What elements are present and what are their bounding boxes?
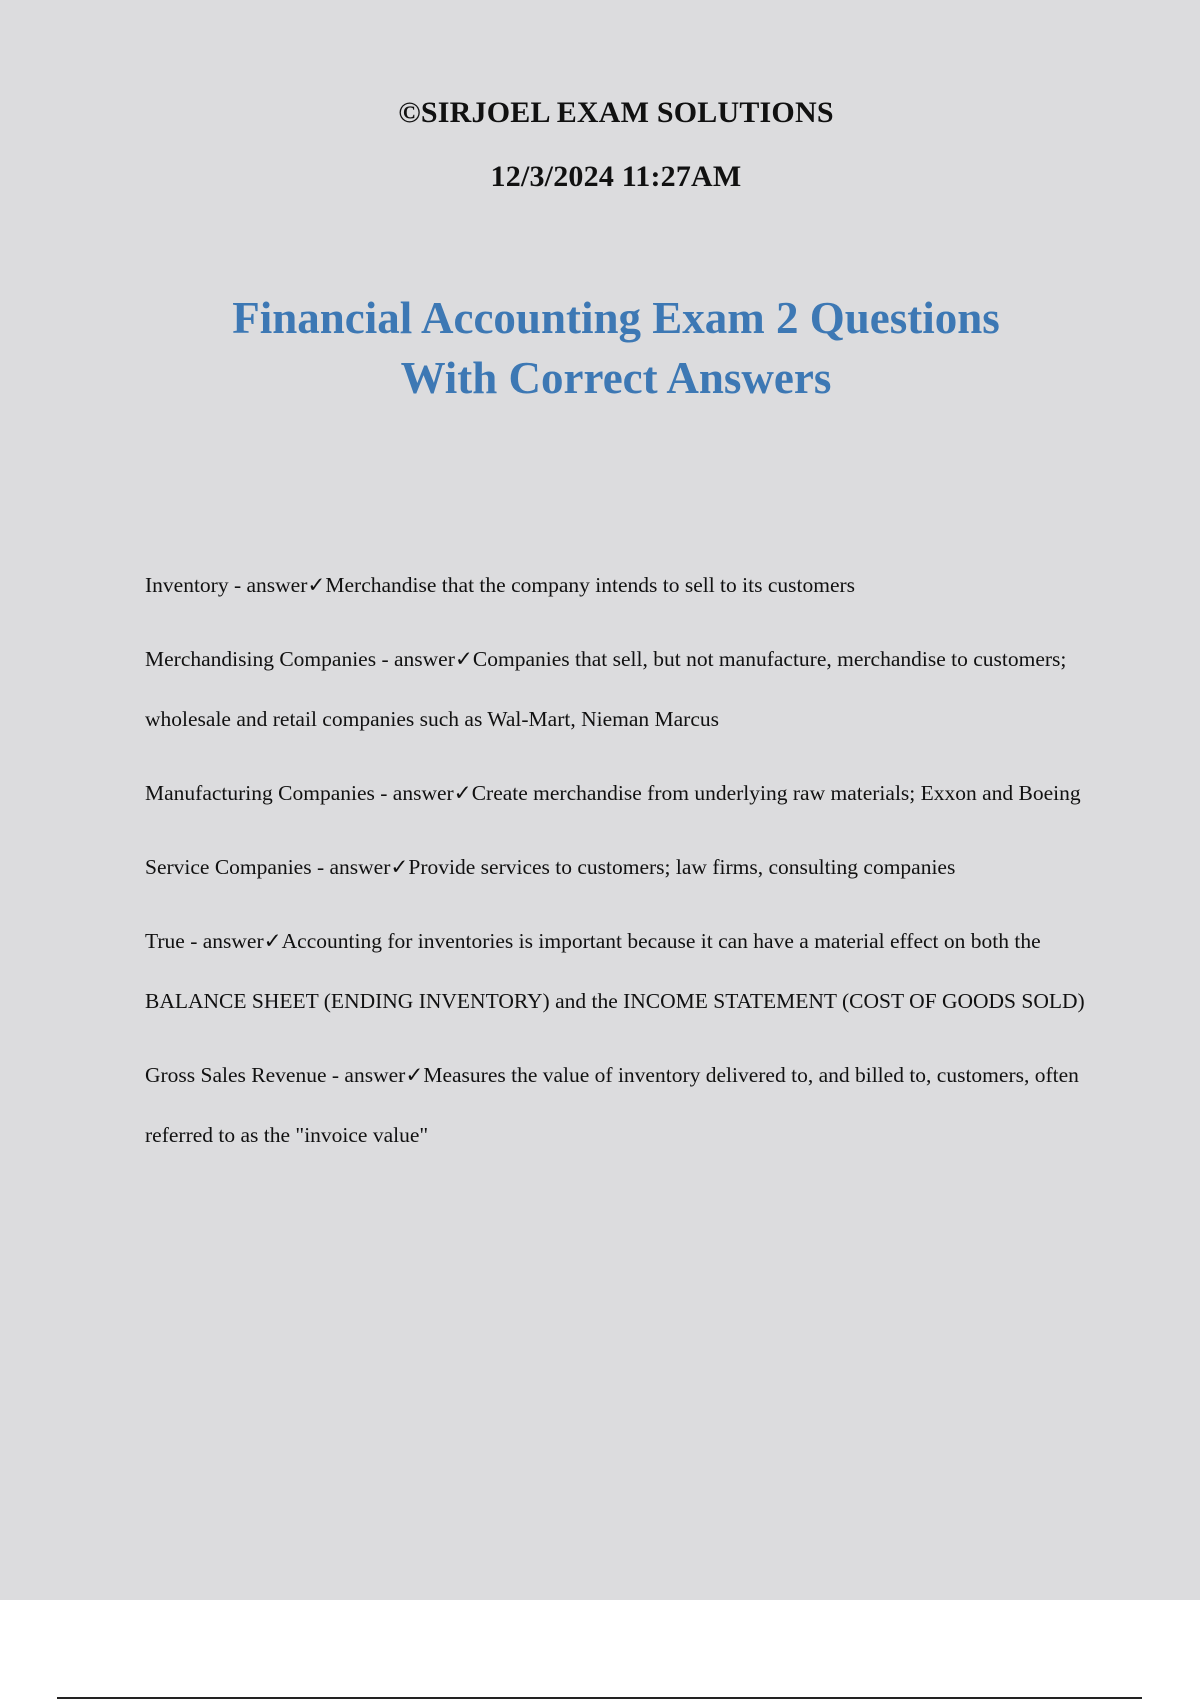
qa-item: Service Companies - answer✓Provide services to customers; law firms, consulting companies (145, 855, 956, 879)
document-title (0, 288, 1200, 408)
brand-header: ©SIRJOEL EXAM SOLUTIONS (398, 96, 834, 129)
qa-item: Manufacturing Companies - answer✓Create merchandise from underlying raw materials; Exxon and Boeing (145, 781, 1081, 805)
qa-item: Merchandising Companies - answer✓Companies that sell, but not manufacture, merchandise to customers; wholesale and retail companies such as Wal-Mart, Nieman Marcus (145, 647, 1067, 731)
footer-rule (57, 1697, 1142, 1699)
qa-item: True - answer✓Accounting for inventories is important because it can have a material effect on both the BALANCE SHEET (ENDING INVENTORY) and the INCOME STATEMENT (COST OF GOODS SOLD) (145, 929, 1085, 1013)
qa-item: Inventory - answer✓Merchandise that the company intends to sell to its customers (145, 573, 856, 597)
qa-item: Gross Sales Revenue - answer✓Measures the value of inventory delivered to, and billed to, customers, often referred to as the "invoice value" (145, 1063, 1079, 1147)
title-line-2: With Correct Answers (400, 353, 832, 403)
title-line-1: Financial Accounting Exam 2 Questions (232, 293, 1000, 343)
timestamp: 12/3/2024 11:27AM (490, 160, 742, 193)
qa-list (145, 555, 1090, 1179)
